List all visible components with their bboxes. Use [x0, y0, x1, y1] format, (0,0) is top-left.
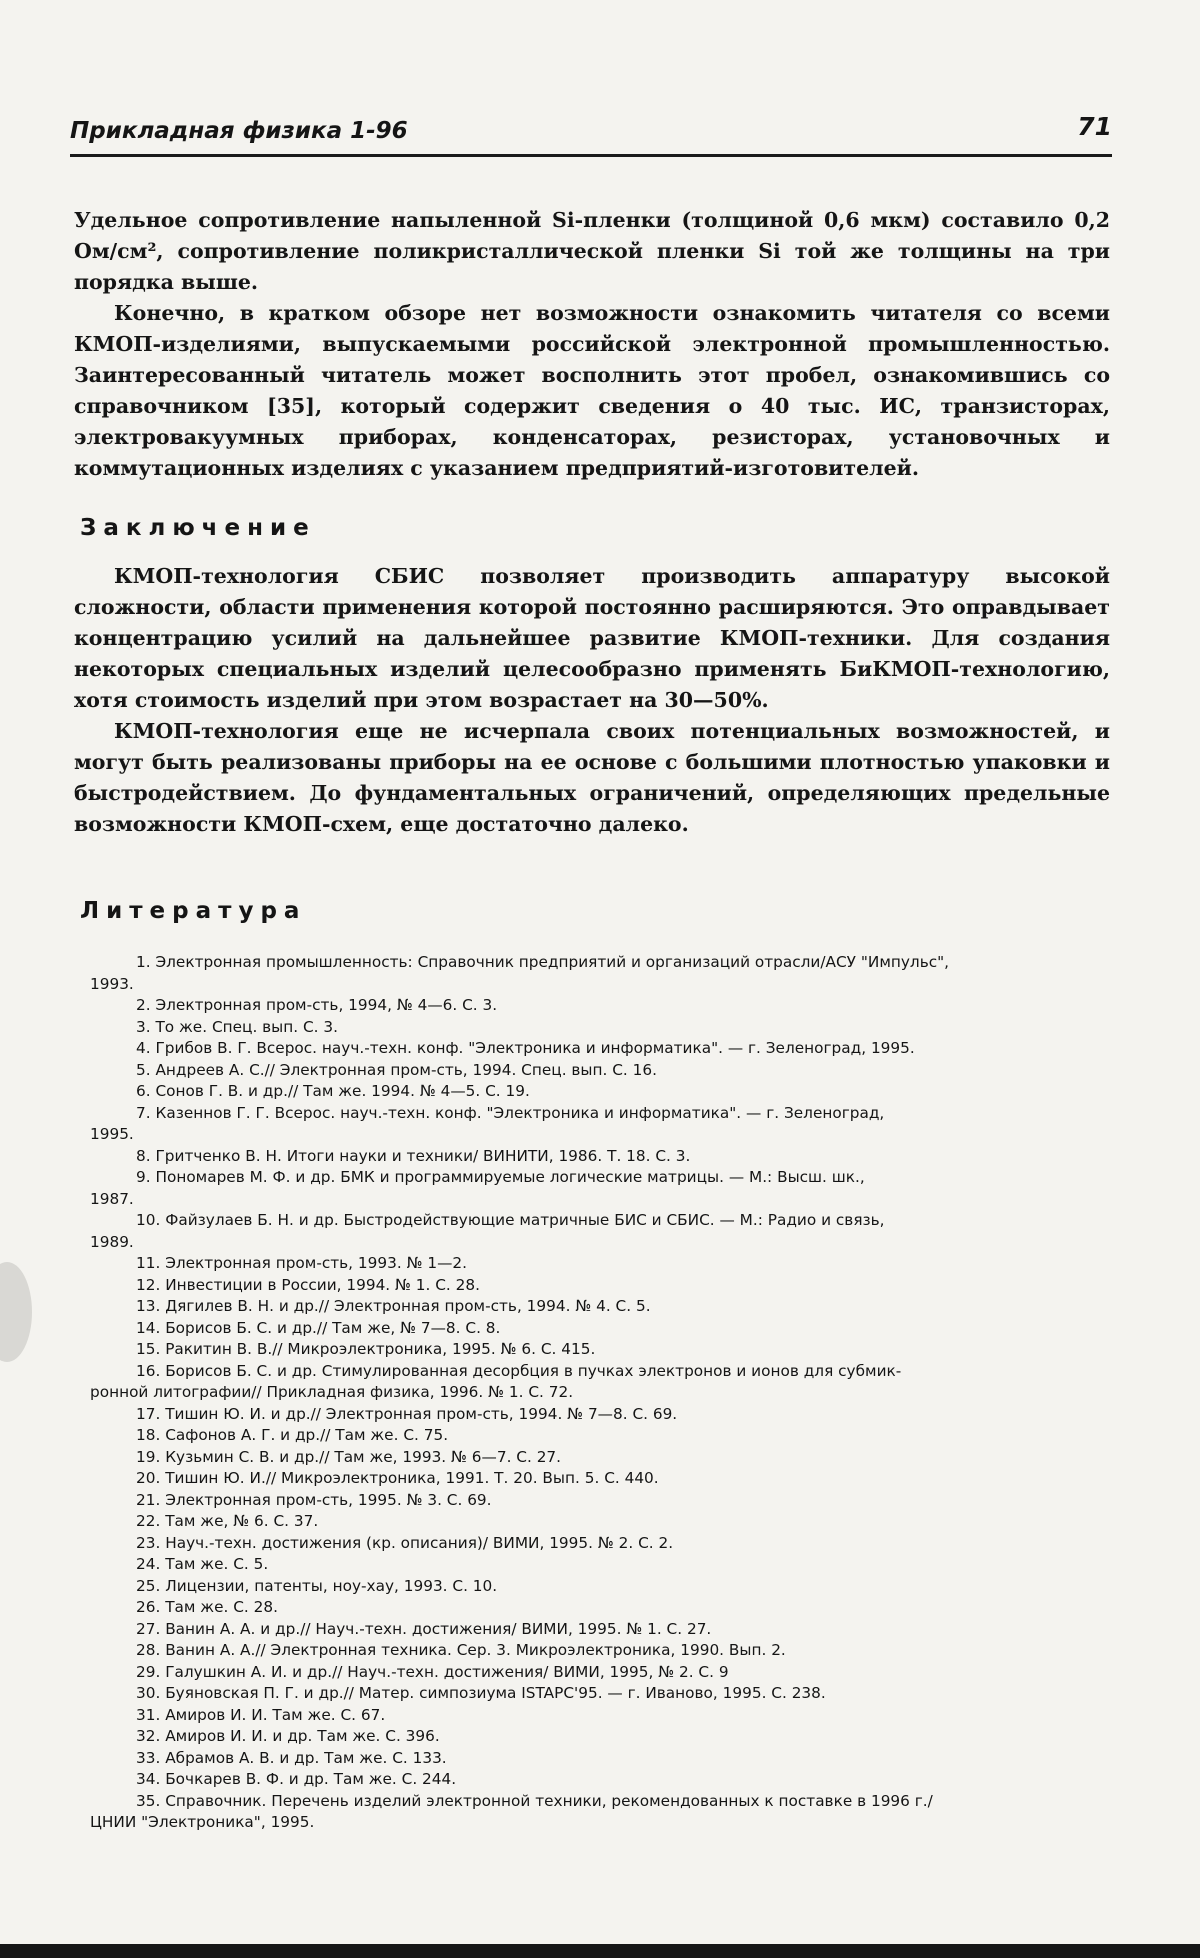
reference-continuation: 1995. [90, 1125, 134, 1143]
reference-text: 21. Электронная пром-сть, 1995. № 3. С. 69. [136, 1490, 492, 1509]
reference-item [90, 1404, 1112, 1426]
reference-text: 31. Амиров И. И. Там же. С. 67. [136, 1705, 386, 1724]
reference-item [90, 1683, 1112, 1705]
reference-item [90, 1425, 1112, 1447]
reference-text: 27. Ванин А. А. и др.// Науч.-техн. достижения/ ВИМИ, 1995. № 1. С. 27. [136, 1619, 712, 1638]
reference-continuation: ронной литографии// Прикладная физика, 1996. № 1. С. 72. [90, 1383, 574, 1401]
reference-text: 34. Бочкарев В. Ф. и др. Там же. С. 244. [136, 1770, 457, 1788]
reference-text: 1. Электронная промышленность: Справочник предприятий и организаций отрасли/АСУ "Импульс", [136, 953, 950, 971]
reference-item [90, 1468, 1112, 1490]
reference-item [90, 1167, 1112, 1210]
reference-item [90, 1447, 1112, 1469]
reference-item [90, 1081, 1112, 1103]
intro-section [74, 205, 1110, 484]
reference-item [90, 1361, 1112, 1404]
reference-text: 4. Грибов В. Г. Всерос. науч.-техн. конф. "Электроника и информатика". — г. Зеленоград, 1995. [136, 1039, 915, 1057]
bottom-edge [0, 1944, 1200, 1958]
page-number: 71 [1077, 112, 1112, 141]
reference-item [90, 1103, 1112, 1146]
conclusion-paragraph-1: КМОП-технология СБИС позволяет производить аппаратуру высокой сложности, области применения которой постоянно расширяются. Это оправдывает концентрацию усилий на дальнейшее развитие КМОП-техники. Для создания некоторых специальных изделий целесообразно применять БиКМОП-технологию, хотя стоимость изделий при этом возрастает на 30—50%. [74, 564, 1110, 712]
reference-item [90, 1554, 1112, 1576]
reference-text: 18. Сафонов А. Г. и др.// Там же. С. 75. [136, 1426, 449, 1444]
reference-item [90, 1748, 1112, 1770]
reference-text: 3. То же. Спец. вып. С. 3. [136, 1017, 338, 1036]
running-header [70, 112, 1112, 157]
reference-text: 9. Пономарев М. Ф. и др. БМК и программируемые логические матрицы. — М.: Высш. шк., [136, 1168, 865, 1186]
literature-heading: Литература [80, 898, 307, 924]
reference-list [90, 952, 1112, 1834]
intro-paragraph-2: Конечно, в кратком обзоре нет возможности ознакомить читателя со всеми КМОП-изделиями, выпускаемыми российской электронной промышленностью. Заинтересованный читатель может восполнить этот пробел, ознакомившись со справочником [35], который содержит сведения о 40 тыс. ИС, транзисторах, электровакуумных приборах, конденсаторах, резисторах, установочных и коммутационных изделиях с указанием предприятий-изготовителей. [74, 301, 1110, 480]
reference-text: 35. Справочник. Перечень изделий электронной техники, рекомендованных к поставке в 1996 г./ [136, 1791, 933, 1810]
reference-text: 23. Науч.-техн. достижения (кр. описания)/ ВИМИ, 1995. № 2. С. 2. [136, 1533, 674, 1552]
reference-text: 29. Галушкин А. И. и др.// Науч.-техн. достижения/ ВИМИ, 1995, № 2. С. 9 [136, 1662, 729, 1681]
reference-text: 15. Ракитин В. В.// Микроэлектроника, 1995. № 6. С. 415. [136, 1340, 596, 1358]
reference-continuation: 1989. [90, 1232, 134, 1251]
reference-continuation: 1993. [90, 974, 134, 993]
reference-text: 22. Там же, № 6. С. 37. [136, 1512, 319, 1530]
reference-text: 6. Сонов Г. В. и др.// Там же. 1994. № 4—5. С. 19. [136, 1082, 530, 1100]
reference-text: 5. Андреев А. С.// Электронная пром-сть, 1994. Спец. вып. С. 16. [136, 1060, 657, 1079]
reference-text: 33. Абрамов А. В. и др. Там же. С. 133. [136, 1748, 447, 1767]
reference-text: 12. Инвестиции в России, 1994. № 1. С. 28. [136, 1275, 480, 1294]
reference-text: 26. Там же. С. 28. [136, 1598, 278, 1616]
reference-item [90, 1726, 1112, 1748]
reference-item [90, 1597, 1112, 1619]
conclusion-section [74, 561, 1110, 840]
reference-text: 14. Борисов Б. С. и др.// Там же, № 7—8. С. 8. [136, 1318, 501, 1337]
reference-text: 25. Лицензии, патенты, ноу-хау, 1993. С. 10. [136, 1576, 498, 1595]
reference-item [90, 1296, 1112, 1318]
reference-item [90, 1275, 1112, 1297]
reference-item [90, 995, 1112, 1017]
punch-hole-shadow [0, 1262, 32, 1362]
reference-item [90, 1619, 1112, 1641]
reference-item [90, 1533, 1112, 1555]
reference-text: 10. Файзулаев Б. Н. и др. Быстродействующие матричные БИС и СБИС. — М.: Радио и связь, [136, 1211, 885, 1229]
reference-item [90, 1576, 1112, 1598]
reference-text: 2. Электронная пром-сть, 1994, № 4—6. С. 3. [136, 996, 498, 1014]
reference-item [90, 1640, 1112, 1662]
journal-title: Прикладная физика 1-96 [70, 118, 408, 144]
reference-item [90, 1490, 1112, 1512]
reference-item [90, 952, 1112, 995]
reference-text: 32. Амиров И. И. и др. Там же. С. 396. [136, 1727, 440, 1745]
reference-text: 11. Электронная пром-сть, 1993. № 1—2. [136, 1254, 467, 1272]
reference-item [90, 1339, 1112, 1361]
reference-item [90, 1705, 1112, 1727]
reference-text: 16. Борисов Б. С. и др. Стимулированная десорбция в пучках электронов и ионов для субмик- [136, 1361, 902, 1380]
conclusion-heading: Заключение [80, 515, 316, 541]
reference-item [90, 1210, 1112, 1253]
reference-item [90, 1791, 1112, 1834]
reference-text: 24. Там же. С. 5. [136, 1555, 269, 1573]
conclusion-paragraph-2: КМОП-технология еще не исчерпала своих потенциальных возможностей, и могут быть реализованы приборы на ее основе с большими плотностью упаковки и быстродействием. До фундаментальных ограничений, определяющих предельные возможности КМОП-схем, еще достаточно далеко. [74, 719, 1110, 836]
reference-item [90, 1146, 1112, 1168]
reference-text: 8. Гритченко В. Н. Итоги науки и техники/ ВИНИТИ, 1986. Т. 18. С. 3. [136, 1146, 691, 1165]
reference-item [90, 1511, 1112, 1533]
reference-item [90, 1318, 1112, 1340]
reference-item [90, 1060, 1112, 1082]
reference-text: 28. Ванин А. А.// Электронная техника. Сер. 3. Микроэлектроника, 1990. Вып. 2. [136, 1641, 786, 1659]
reference-continuation: 1987. [90, 1189, 134, 1208]
intro-paragraph-1: Удельное сопротивление напыленной Si-пленки (толщиной 0,6 мкм) составило 0,2 Ом/см², сопротивление поликристаллической пленки Si той же толщины на три порядка выше. [74, 208, 1110, 294]
reference-text: 20. Тишин Ю. И.// Микроэлектроника, 1991. Т. 20. Вып. 5. С. 440. [136, 1469, 659, 1487]
reference-item [90, 1038, 1112, 1060]
reference-text: 17. Тишин Ю. И. и др.// Электронная пром-сть, 1994. № 7—8. С. 69. [136, 1404, 678, 1423]
reference-text: 30. Буяновская П. Г. и др.// Матер. симпозиума ISTAPC'95. — г. Иваново, 1995. С. 238. [136, 1684, 826, 1702]
reference-item [90, 1017, 1112, 1039]
reference-item [90, 1662, 1112, 1684]
reference-continuation: ЦНИИ "Электроника", 1995. [90, 1813, 315, 1831]
reference-item [90, 1253, 1112, 1275]
reference-text: 7. Казеннов Г. Г. Всерос. науч.-техн. конф. "Электроника и информатика". — г. Зеленоград, [136, 1103, 885, 1122]
reference-text: 13. Дягилев В. Н. и др.// Электронная пром-сть, 1994. № 4. С. 5. [136, 1297, 651, 1315]
reference-text: 19. Кузьмин С. В. и др.// Там же, 1993. № 6—7. С. 27. [136, 1447, 562, 1466]
reference-item [90, 1769, 1112, 1791]
